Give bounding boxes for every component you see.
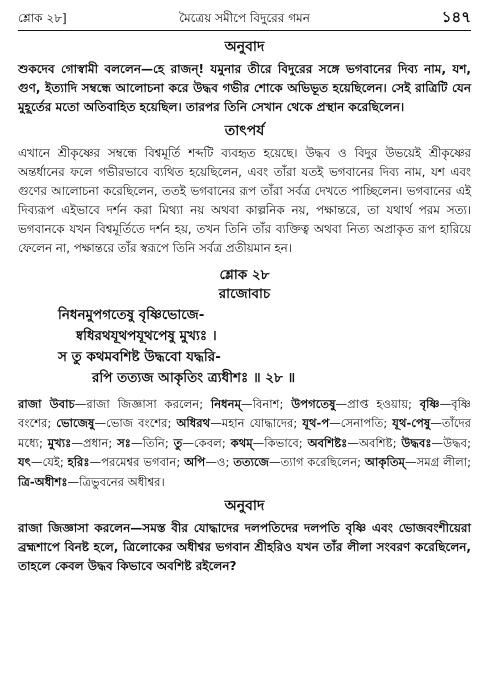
synonym-word: তু xyxy=(173,435,183,450)
header-chapter-title: মৈত্রেয় সমীপে বিদুরের গমন xyxy=(179,11,310,25)
synonym-word: মুখ্যঃ xyxy=(47,435,72,450)
synonym-meaning: ত্রিভুবনের অধীশ্বর xyxy=(79,474,161,489)
verse-line: স তু কথমবশিষ্ট উদ্ধবো যদ্ধরি- xyxy=(58,349,221,365)
synonym-word: ভোজেষু xyxy=(56,416,95,431)
synonym-meaning: উদ্ধব xyxy=(443,435,468,450)
synonym-word: যৎ xyxy=(18,455,31,470)
sanskrit-verse xyxy=(18,284,471,389)
synonym-meaning: পরমেশ্বর ভগবান xyxy=(101,455,177,470)
synonym-meaning: অবশিষ্ট xyxy=(358,435,393,450)
synonym-word: তত্যজে xyxy=(233,455,269,470)
synonym-meaning: ভোজ বংশের xyxy=(106,416,168,431)
translation-heading-2: অনুবাদ xyxy=(224,498,265,515)
synonym-word: বৃষ্ণি xyxy=(419,397,440,411)
synonym-meaning: সেনাপতি xyxy=(340,416,384,431)
header-divider xyxy=(18,30,471,31)
word-synonyms: রাজা উবাচ—রাজা জিজ্ঞাসা করলেন; নিধনম্—বিনাশ; উপগতেষু—প্রাপ্ত হওয়ায়; বৃষ্ণি—বৃষ্ণি বংশের; ভোজেষু—ভোজ বংশের; অধিরথ—মহান যোদ্ধাদের; যূথ-প—সেনাপতি; যূথ-পেষু—তাঁদের মধ্যে; মুখ্যঃ—প্রধান; সঃ—তিনি; তু—কেবল; কথম্—কিভাবে; অবশিষ্টঃ—অবশিষ্ট; উদ্ধবঃ—উদ্ধব; যৎ—যেই; হরিঃ—পরমেশ্বর ভগবান; অপি—ও; তত্যজে—ত্যাগ করেছিলেন; আকৃতিম্—সমগ্র লীলা; ত্রি-অধীশঃ—ত্রিভুবনের অধীশ্বর। xyxy=(18,397,472,489)
synonym-meaning: ও xyxy=(216,455,226,470)
synonym-word: যূথ-প xyxy=(302,416,330,431)
synonym-word: ত্রি-অধীশঃ xyxy=(18,474,68,489)
synonym-meaning: সমগ্র লীলা xyxy=(416,455,468,470)
verse-line: নিধনমুপগতেষু বৃষ্ণিভোজে- xyxy=(58,307,205,323)
synonym-meaning: বিনাশ xyxy=(252,397,280,411)
synonym-meaning: তিনি xyxy=(142,435,165,450)
synonym-meaning: মহান যোদ্ধাদের xyxy=(221,416,294,431)
purport-text: এখানে শ্রীকৃষ্ণের সম্বন্ধে বিশ্বমূর্তি শব্দটি ব্যবহৃত হয়েছে। উদ্ধব ও বিদুর উভয়েই শ্রীকৃষ্ণের অন্তর্ধানের ফলে গভীরভাবে ব্যথিত হয়েছিলেন, এবং তাঁরা যতই ভগবানের দিব্য নাম, যশ এবং গুণের আলোচনা করেছিলেন, ততই ভগবানের রূপ তাঁরা সর্বত্র দেখতে পাচ্ছিলেন। ভগবানের এই দিব্যরূপ এইভাবে দর্শন করা মিথ্যা নয় অথবা কাল্পনিক নয়, পক্ষান্তরে, তা যথার্থ পরম সত্য। ভগবানকে যখন বিশ্বমূর্তিতে দর্শন হয়, তখন তিনি তাঁর ব্যক্তিত্ব অথবা নিত্য অপ্রাকৃত রূপ হারিয়ে ফেলেন না, পক্ষান্তরে তাঁর স্বরূপে তিনি সর্বত্র প্রতীয়মান হন। xyxy=(18,146,471,255)
translation-text-2: রাজা জিজ্ঞাসা করলেন—সমস্ত বীর যোদ্ধাদের দলপতিদের দলপতি বৃষ্ণি এবং ভোজবংশীয়েরা ব্রহ্মশাপে বিনষ্ট হলে, ত্রিলোকের অধীশ্বর ভগবান শ্রীহরিও যখন তাঁর লীলা সংবরণ করেছিলেন, তাহলে কেবল উদ্ধব কিভাবে অবশিষ্ট রইলেন? xyxy=(18,521,471,574)
synonym-word: উপগতেষু xyxy=(291,397,336,411)
synonym-word: উদ্ধবঃ xyxy=(401,435,432,450)
synonym-word: অপি xyxy=(184,455,206,470)
verse-line: রপি তত্যজ আকৃতিং ত্র্যধীশঃ ॥ ২৮ ॥ xyxy=(92,370,296,386)
synonym-word: অবশিষ্টঃ xyxy=(307,435,348,450)
translation-heading: অনুবাদ xyxy=(224,39,265,55)
synonym-meaning: প্রাপ্ত হওয়ায় xyxy=(347,397,409,411)
synonym-word: আকৃতিম্ xyxy=(364,455,405,470)
verse-number: শ্লোক ২৮ xyxy=(219,267,270,283)
synonym-word: রাজা উবাচ xyxy=(18,397,75,411)
synonym-word: কথম্ xyxy=(230,435,253,450)
verse-line: ষ্বধিরথযূথপযূথপেষু মুখ্যঃ । xyxy=(76,328,217,344)
synonym-meaning: তাঁদের মধ্যে xyxy=(18,416,472,450)
synonym-meaning: রাজা জিজ্ঞাসা করলেন xyxy=(86,397,200,411)
synonym-word: সঃ xyxy=(117,435,131,450)
synonym-word: নিধনম্ xyxy=(210,397,242,411)
synonym-word: অধিরথ xyxy=(176,416,211,431)
translation-text: শুকদেব গোস্বামী বললেন—হে রাজন্! যমুনার তীরে বিদুরের সঙ্গে ভগবানের দিব্য নাম, যশ, গুণ, ইত্যাদি সম্বন্ধে আলোচনা করে উদ্ধব গভীর শোকে অভিভূত হয়েছিলেন। সেই রাত্রিটি যেন মুহূর্তের মতো অতিবাহিত হয়েছিল। তারপর তিনি সেখান থেকে প্রস্থান করেছিলেন। xyxy=(18,62,471,114)
verse-line: রাজোবাচ xyxy=(218,286,271,302)
synonym-meaning: বৃষ্ণি বংশের xyxy=(18,397,471,431)
purport-heading: তাৎপর্য xyxy=(224,123,265,139)
synonym-meaning: প্রধান xyxy=(82,435,109,450)
synonym-meaning: যেই xyxy=(42,455,60,470)
header-verse-ref: শ্লোক ২৮] xyxy=(18,11,67,25)
synonym-meaning: কেবল xyxy=(193,435,222,450)
synonym-word: হরিঃ xyxy=(67,455,90,470)
synonym-meaning: কিভাবে xyxy=(264,435,299,450)
running-header xyxy=(18,6,471,28)
page-number: ১৪৭ xyxy=(441,8,471,26)
synonym-meaning: ত্যাগ করেছিলেন xyxy=(280,455,358,470)
page-content xyxy=(18,33,471,576)
synonym-word: যূথ-পেষু xyxy=(392,416,431,431)
